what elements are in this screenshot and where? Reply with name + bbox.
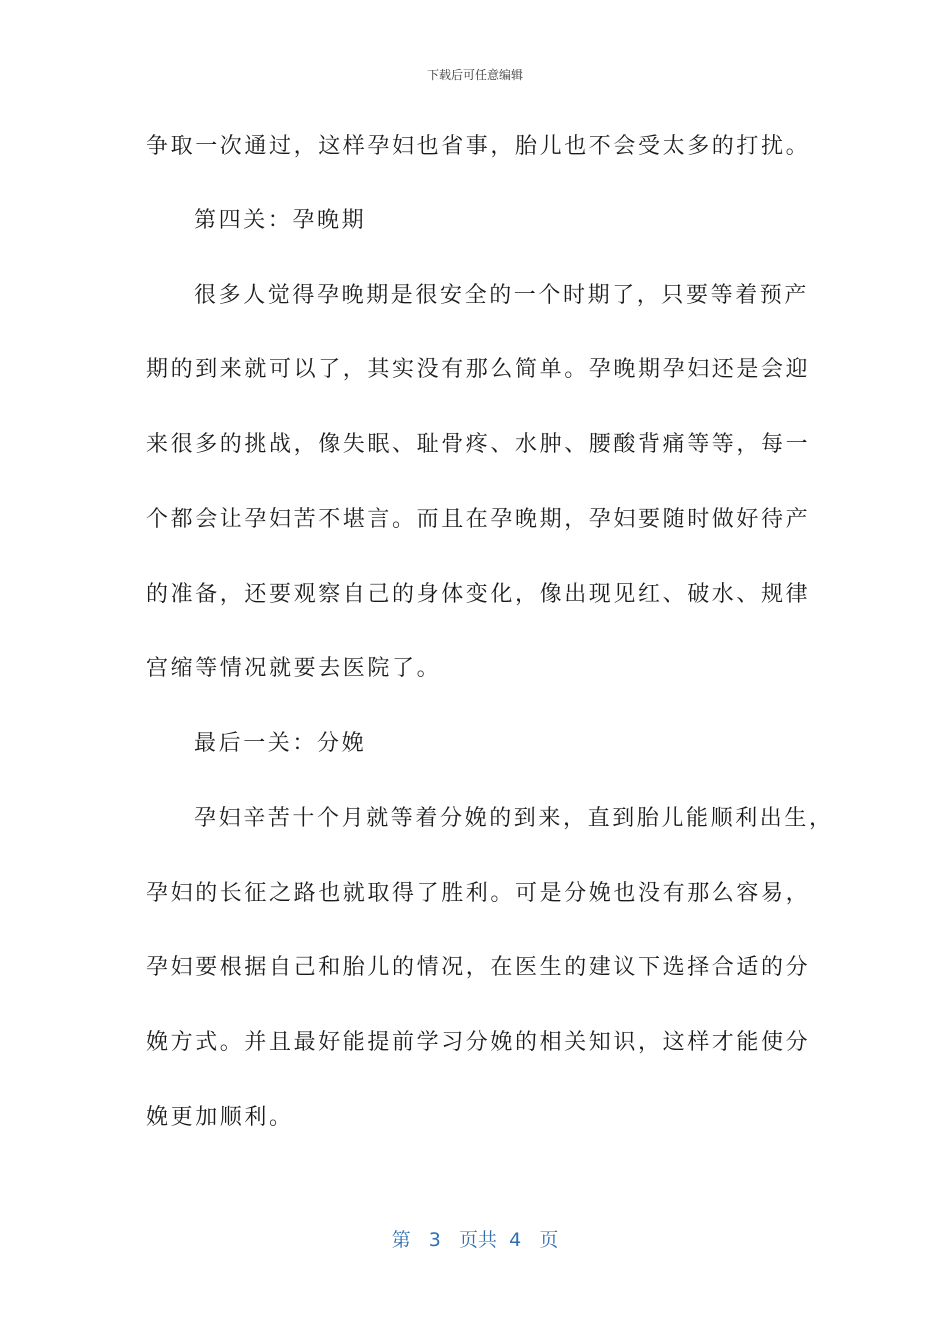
section-heading: 最后一关：分娩: [194, 731, 367, 756]
section-heading: 第四关：孕晚期: [194, 208, 367, 233]
footer-suffix: 页: [539, 1229, 559, 1251]
paragraph-line: 娩方式。并且最好能提前学习分娩的相关知识，这样才能使分: [146, 1030, 811, 1055]
paragraph-line: 来很多的挑战，像失眠、耻骨疼、水肿、腰酸背痛等等，每一: [146, 432, 811, 457]
paragraph-line: 的准备，还要观察自己的身体变化，像出现见红、破水、规律: [146, 582, 811, 607]
paragraph-line: 孕妇辛苦十个月就等着分娩的到来，直到胎儿能顺利出生，: [194, 806, 834, 831]
paragraph-line: 孕妇要根据自己和胎儿的情况，在医生的建议下选择合适的分: [146, 955, 811, 980]
paragraph-line: 期的到来就可以了，其实没有那么简单。孕晚期孕妇还是会迎: [146, 357, 811, 382]
footer-middle: 页共: [459, 1229, 498, 1251]
header-note: 下载后可任意编辑: [426, 68, 523, 82]
paragraph-line: 个都会让孕妇苦不堪言。而且在孕晚期，孕妇要随时做好待产: [146, 507, 811, 532]
paragraph-line: 争取一次通过，这样孕妇也省事，胎儿也不会受太多的打扰。: [146, 134, 811, 159]
paragraph-line: 娩更加顺利。: [146, 1105, 294, 1130]
paragraph-line: 宫缩等情况就要去医院了。: [146, 656, 442, 681]
page-footer: [0, 1225, 950, 1252]
current-page-number: 3: [428, 1229, 441, 1251]
paragraph-line: 孕妇的长征之路也就取得了胜利。可是分娩也没有那么容易，: [146, 881, 811, 906]
paragraph-line: 很多人觉得孕晚期是很安全的一个时期了，只要等着预产: [194, 283, 810, 308]
footer-prefix: 第: [391, 1229, 411, 1251]
total-pages-number: 4: [509, 1229, 522, 1251]
